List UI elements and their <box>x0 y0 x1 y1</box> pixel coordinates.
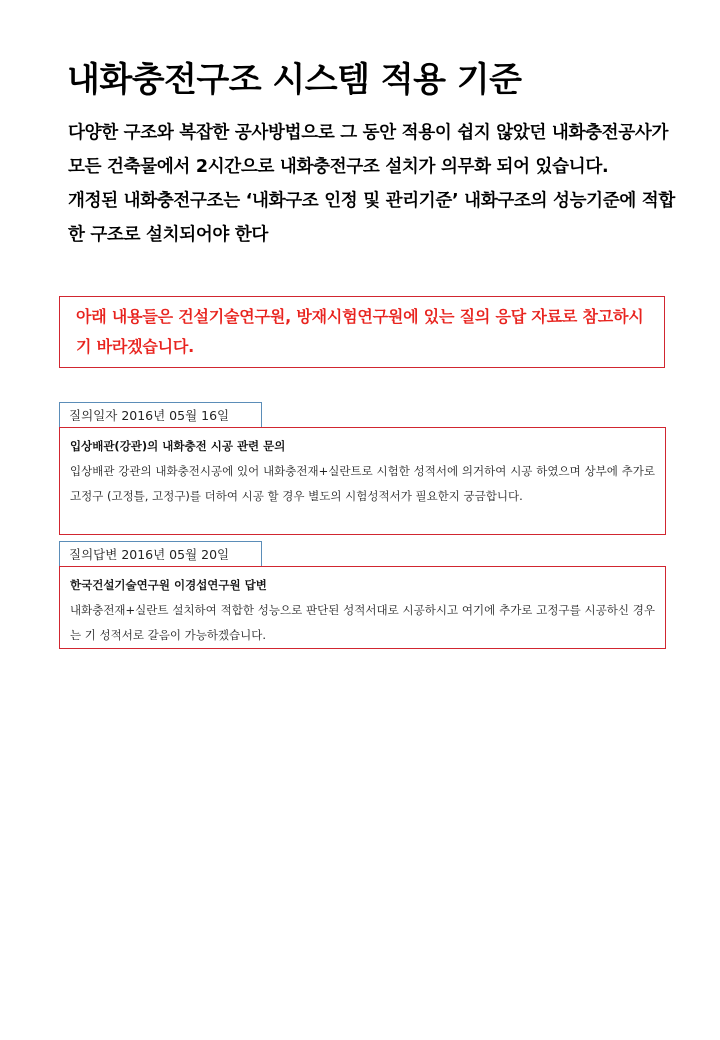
notice-text: 아래 내용들은 건설기술연구원, 방재시험연구원에 있는 질의 응답 자료로 참고하시기 바라겠습니다. <box>76 307 644 356</box>
answer-date-label: 질의답변 <box>69 547 118 562</box>
question-date-value: 2016년 05월 16일 <box>121 408 230 423</box>
question-body: 입상배관 강관의 내화충전시공에 있어 내화충전재+실란트로 시험한 성적서에 의거하여 시공 하였으며 상부에 추가로 고정구 (고정틀, 고정구)를 더하여 시공 할 경우 별도의 시험성적서가 필요한지 궁금합니다. <box>70 464 655 503</box>
question-title: 입상배관(강관)의 내화충전 시공 관련 문의 <box>70 439 286 453</box>
question-box <box>59 427 666 535</box>
question-date-tab <box>59 402 262 428</box>
notice-box <box>59 296 665 368</box>
question-date-label: 질의일자 <box>69 408 118 423</box>
answer-date-tab <box>59 541 262 567</box>
intro-paragraph-1: 다양한 구조와 복잡한 공사방법으로 그 동안 적용이 쉽지 않았던 내화충전공사가 모든 건축물에서 2시간으로 내화충전구조 설치가 의무화 되어 있습니다. <box>68 123 669 177</box>
answer-body: 내화충전재+실란트 설치하여 적합한 성능으로 판단된 성적서대로 시공하시고 여기에 추가로 고정구를 시공하신 경우는 기 성적서로 갈음이 가능하겠습니다. <box>70 603 655 642</box>
intro-text <box>68 116 678 252</box>
answer-box <box>59 566 666 649</box>
answer-date-value: 2016년 05월 20일 <box>121 547 230 562</box>
page-title: 내화충전구조 시스템 적용 기준 <box>67 60 522 100</box>
answer-title: 한국건설기술연구원 이경섭연구원 답변 <box>70 578 267 592</box>
intro-paragraph-2: 개정된 내화충전구조는 ‘내화구조 인정 및 관리기준’ 내화구조의 성능기준에 적합한 구조로 설치되어야 한다 <box>68 191 675 245</box>
